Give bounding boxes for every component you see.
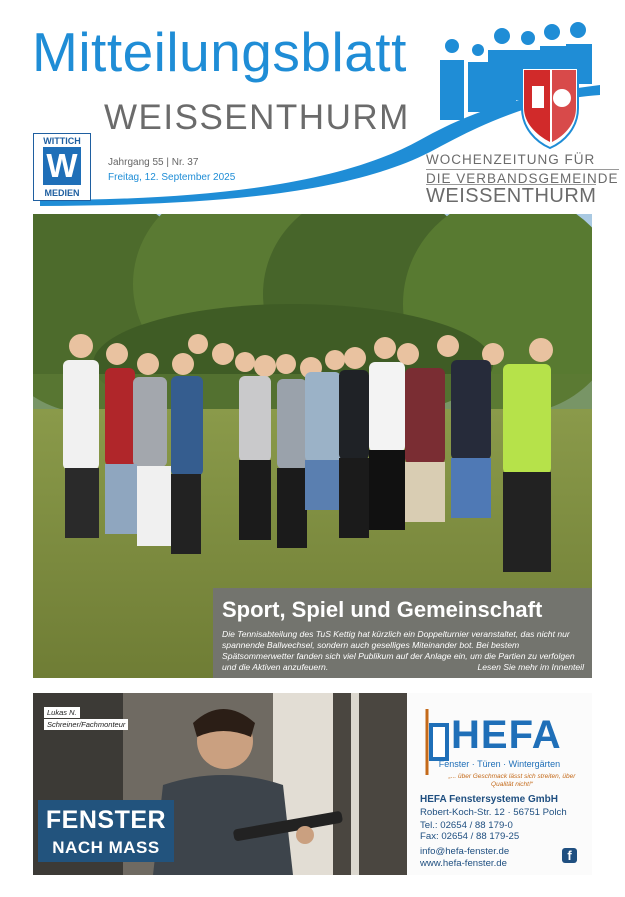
- publisher-logo-bottom: MEDIEN: [44, 188, 80, 198]
- weekly-line-1: WOCHENZEITUNG FÜR: [426, 152, 596, 167]
- cover-text: Die Tennisabteilung des TuS Kettig hat kürzlich ein Doppelturnier veranstaltet, das nicht nur spannende Ballwechsel, sondern auch geselliges Miteinander bot. Bei bestem Spätsommerwetter fanden sich viel Publikum auf der Anlage ein, um die Partien zu verfolgen und die Aktiven anzufeuern.: [222, 629, 575, 672]
- read-more: Lesen Sie mehr im Innenteil: [477, 662, 584, 672]
- publisher-logo: [33, 133, 91, 201]
- ad-slogan-2: NACH MASS: [52, 838, 160, 857]
- masthead-subtitle: WEISSENTHURM: [104, 98, 410, 137]
- ad-person-role: Schreiner/Fachmonteur: [44, 719, 128, 730]
- weekly-line-3: WEISSENTHURM: [426, 185, 597, 207]
- publisher-logo-top: WITTICH: [43, 136, 81, 146]
- hefa-company: HEFA Fenstersysteme GmbH: [420, 794, 559, 805]
- ad-person-name: Lukas N.: [44, 707, 80, 718]
- ad-slogan-1: FENSTER: [45, 806, 167, 834]
- hefa-brand: HEFA: [451, 713, 562, 757]
- hefa-phone: Tel.: 02654 / 88 179-0: [420, 820, 513, 831]
- ad-company-panel: [407, 693, 592, 875]
- ad-slogan-box: [38, 800, 174, 862]
- masthead-title: Mitteilungsblatt: [32, 21, 407, 83]
- hefa-email[interactable]: info@hefa-fenster.de: [420, 846, 510, 857]
- advertisement[interactable]: [33, 693, 592, 875]
- publisher-logo-mark: W: [43, 147, 81, 185]
- hefa-tagline: „... über Geschmack lässt sich streiten, über Qualität nicht!“: [448, 773, 576, 788]
- issue-date: Freitag, 12. September 2025: [108, 172, 236, 183]
- issue-number: Jahrgang 55 | Nr. 37: [108, 157, 199, 168]
- hefa-address: Robert-Koch-Str. 12 · 56751 Polch: [420, 807, 567, 818]
- weekly-line-2: DIE VERBANDSGEMEINDE: [426, 171, 619, 186]
- facebook-icon[interactable]: f: [562, 848, 577, 863]
- hefa-website[interactable]: www.hefa-fenster.de: [420, 858, 507, 869]
- hefa-fax: Fax: 02654 / 88 179-25: [420, 831, 520, 842]
- coat-of-arms: [522, 68, 578, 148]
- hefa-categories: Fenster · Türen · Wintergärten: [438, 759, 561, 769]
- cover-caption: [213, 588, 592, 678]
- cover-headline: Sport, Spiel und Gemeinschaft: [222, 597, 543, 622]
